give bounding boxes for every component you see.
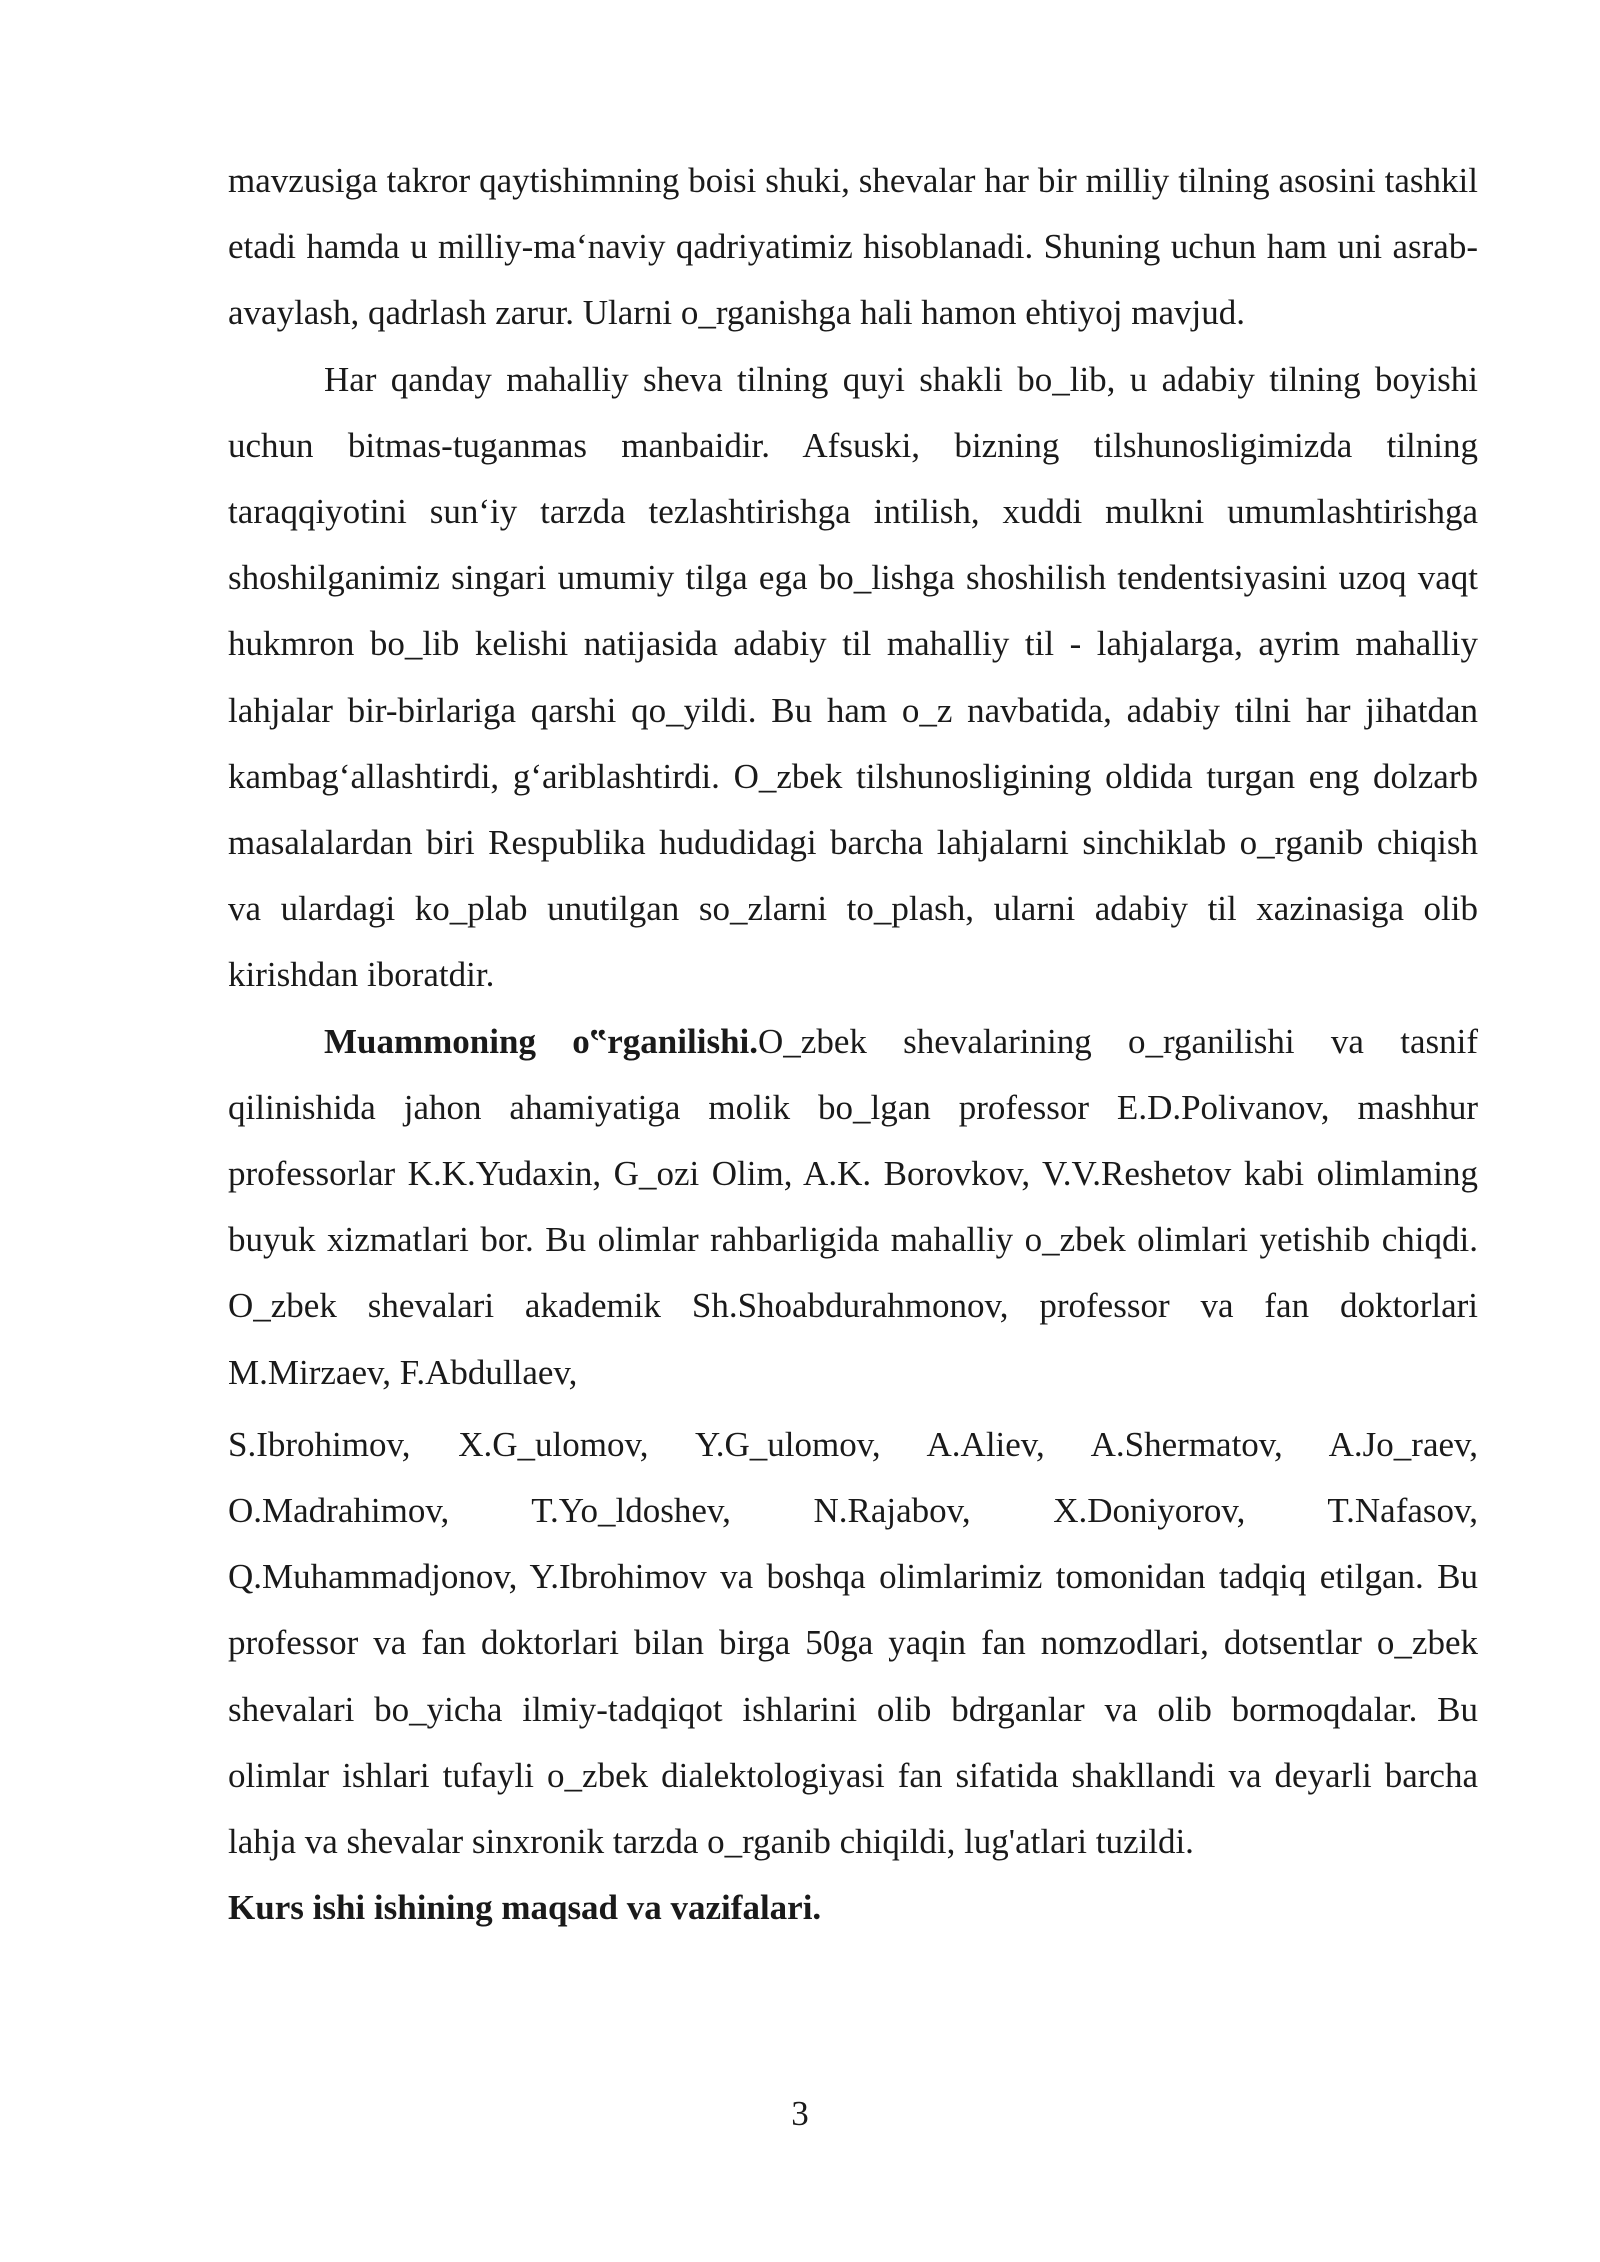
paragraph-problem-study [228,1009,1478,1406]
document-body [228,148,1478,1941]
problem-study-heading: Muammoning o‟rganilishi. [324,1021,759,1061]
paragraph-researchers-list: S.Ibrohimov, X.G_ulomov, Y.G_ulomov, A.Aliev, A.Shermatov, A.Jo_raev, O.Madrahimov, T.Yo_ldoshev, N.Rajabov, X.Doniyorov, T.Nafasov, Q.Muhammadjonov, Y.Ibrohimov va boshqa olimlarimiz tomonidan tadqiq etilgan. Bu professor va fan doktorlari bilan birga 50ga yaqin fan nomzodlari, dotsentlar o_zbek shevalari bo_yicha ilmiy-tadqiqot ishlarini olib bdrganlar va olib bormoqdalar. Bu olimlar ishlari tufayli o_zbek dialektologiyasi fan sifatida shakllandi va deyarli barcha lahja va shevalar sinxronik tarzda o_rganib chiqildi, lug'atlari tuzildi. [228,1424,1478,1862]
paragraph-intro-continuation: mavzusiga takror qaytishimning boisi shuki, shevalar har bir milliy tilning asosini tashkil etadi hamda u milliy-ma‘naviy qadriyatimiz hisoblanadi. Shuning uchun ham uni asrab-avaylash, qadrlash zarur. Ularni o_rganishga hali hamon ehtiyoj mavjud. [228,161,1478,333]
page-number: 3 [791,2094,809,2133]
paragraph-local-dialects: Har qanday mahalliy sheva tilning quyi shakli bo_lib, u adabiy tilning boyishi uchun bitmas-tuganmas manbaidir. Afsuski, bizning tilshunosligimizda tilning taraqqiyotini sun‘iy tarzda tezlashtirishga intilish, xuddi mulkni umumlashtirishga shoshilganimiz singari umumiy tilga ega bo_lishga shoshilish tendentsiyasini uzoq vaqt hukmron bo_lib kelishi natijasida adabiy til mahalliy til - lahjalarga, ayrim mahalliy lahjalar bir-birlariga qarshi qo_yildi. Bu ham o_z navbatida, adabiy tilni har jihatdan kambag‘allashtirdi, g‘ariblashtirdi. O_zbek tilshunosligining oldida turgan eng dolzarb masalalardan biri Respublika hududidagi barcha lahjalarni sinchiklab o_rganib chiqish va ulardagi ko_plab unutilgan so_zlarni to_plash, ularni adabiy til xazinasiga olib kirishdan iboratdir. [228,359,1478,995]
section-heading-goals: Kurs ishi ishining maqsad va vazifalari. [228,1888,822,1928]
problem-study-text: O_zbek shevalarining o_rganilishi va tasnif qilinishida jahon ahamiyatiga molik bo_lgan professor E.D.Polivanov, mashhur professorlar K.K.Yudaxin, G_ozi Olim, A.K. Borovkov, V.V.Reshetov kabi olimlaming buyuk xizmatlari bor. Bu olimlar rahbarligida mahalliy o_zbek olimlari yetishib chiqdi. O_zbek shevalari akademik Sh.Shoabdurahmonov, professor va fan doktorlari M.Mirzaev, F.Abdullaev, [228,1021,1479,1392]
